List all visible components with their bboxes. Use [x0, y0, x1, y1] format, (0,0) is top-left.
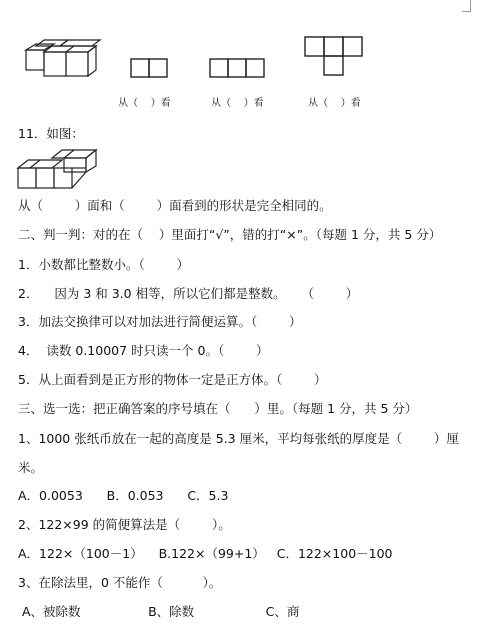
- section3-q3: 3、在除法里，0 不能作（ ）。: [18, 575, 222, 590]
- view-caption-1: 从（ ）看: [118, 98, 171, 109]
- section2-item-5: 5．从上面看到是正方形的物体一定是正方体。（ ）: [18, 372, 327, 387]
- section2-item-4: 4． 读数 0.10007 时只读一个 0。（ ）: [18, 343, 269, 358]
- page-corner-mark: [462, 11, 471, 12]
- view-caption-3: 从（ ）看: [308, 98, 361, 109]
- section3-q1-line2: 米。: [18, 460, 44, 475]
- q11-cube-figure: [16, 146, 100, 190]
- section3-q1-line1: 1、1000 张纸币放在一起的高度是 5.3 厘米，平均每张纸的厚度是（ ）厘: [18, 431, 459, 446]
- section2-item-3: 3．加法交换律可以对加法进行简便运算。（ ）: [18, 314, 302, 329]
- section2-heading: 二、判一判：对的在（ ）里面打“√”，错的打“×”。（每题 1 分，共 5 分）: [18, 227, 442, 242]
- view-shape-3: [304, 36, 368, 80]
- section2-item-1: 1．小数都比整数小。（ ）: [18, 257, 189, 272]
- section3-q2: 2、122×99 的简便算法是（ ）。: [18, 517, 231, 532]
- section3-q2-options: A．122×（100－1） B.122×（99+1） C．122×100－100: [18, 546, 393, 561]
- q11-answer-line: 从（ ）面和（ ）面看到的形状是完全相同的。: [18, 198, 332, 213]
- view-caption-2: 从（ ）看: [211, 98, 264, 109]
- section2-item-2: 2． 因为 3 和 3.0 相等，所以它们都是整数。 （ ）: [18, 286, 359, 301]
- section3-q3-options: A、被除数 B、除数 C、商: [18, 604, 300, 619]
- view-shape-1: [130, 58, 170, 80]
- section3-q1-options: A．0.0053 B．0.053 C．5.3: [18, 488, 229, 503]
- view-shape-2: [209, 58, 269, 80]
- cube-stack-figure: [22, 38, 104, 80]
- q11-label: 11．如图：: [18, 126, 84, 141]
- section3-heading: 三、选一选：把正确答案的序号填在（ ）里。（每题 1 分，共 5 分）: [18, 401, 418, 416]
